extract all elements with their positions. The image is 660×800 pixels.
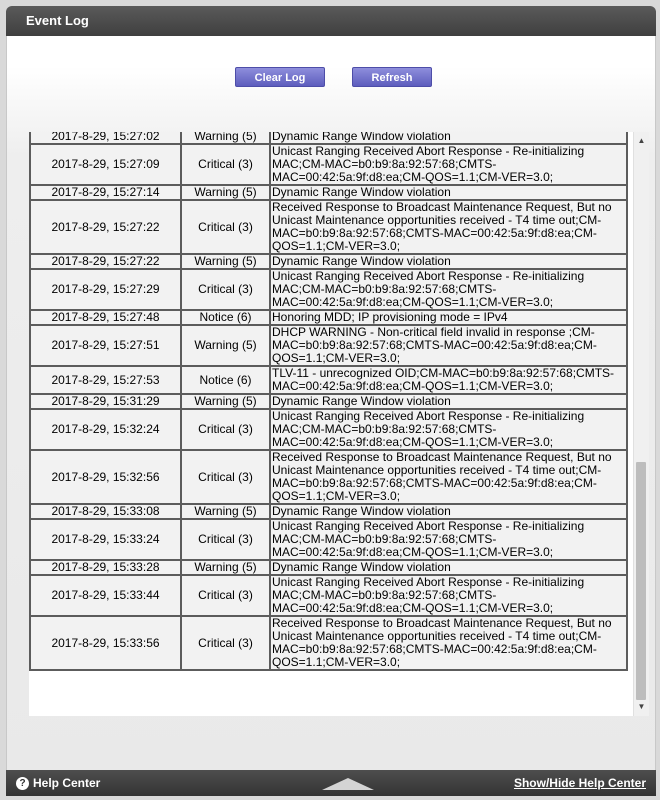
log-priority-cell: Critical (3) — [181, 519, 270, 560]
log-priority-cell: Critical (3) — [181, 409, 270, 450]
log-priority-cell: Warning (5) — [181, 325, 270, 366]
log-priority-cell: Notice (6) — [181, 366, 270, 394]
table-row — [30, 575, 627, 616]
log-time-cell: 2017-8-29, 15:33:28 — [30, 560, 181, 575]
log-priority-cell: Warning (5) — [181, 504, 270, 519]
log-description-cell: Dynamic Range Window violation — [270, 394, 627, 409]
log-description-cell: TLV-11 - unrecognized OID;CM-MAC=b0:b9:8a:92:57:68;CMTS-MAC=00:42:5a:9f:d8:ea;CM-QOS=1.1;CM-VER=3.0; — [270, 366, 627, 394]
log-time-cell: 2017-8-29, 15:33:08 — [30, 504, 181, 519]
log-description-cell: Unicast Ranging Received Abort Response - Re-initializing MAC;CM-MAC=b0:b9:8a:92:57:68;CMTS-MAC=00:42:5a:9f:d8:ea;CM-QOS=1.1;CM-VER=3.0; — [270, 519, 627, 560]
log-time-cell: 2017-8-29, 15:27:09 — [30, 144, 181, 185]
log-priority-cell: Notice (6) — [181, 310, 270, 325]
log-description-cell: Received Response to Broadcast Maintenance Request, But no Unicast Maintenance opportunities received - T4 time out;CM-MAC=b0:b9:8a:92:57:68;CMTS-MAC=00:42:5a:9f:d8:ea;CM-QOS=1.1;CM-VER=3.0; — [270, 200, 627, 254]
clear-log-button[interactable]: Clear Log — [235, 67, 325, 87]
log-description-cell: DHCP WARNING - Non-critical field invalid in response ;CM-MAC=b0:b9:8a:92:57:68;CMTS-MAC=00:42:5a:9f:d8:ea;CM-QOS=1.1;CM-VER=3.0; — [270, 325, 627, 366]
table-row — [30, 560, 627, 575]
help-center-link[interactable] — [16, 770, 100, 796]
log-priority-cell: Warning (5) — [181, 185, 270, 200]
table-row — [30, 185, 627, 200]
content-panel — [6, 36, 656, 770]
arrow-down-icon[interactable]: ▼ — [637, 702, 646, 711]
log-time-cell: 2017-8-29, 15:27:02 — [30, 132, 181, 144]
log-priority-cell: Critical (3) — [181, 144, 270, 185]
log-description-cell: Received Response to Broadcast Maintenance Request, But no Unicast Maintenance opportunities received - T4 time out;CM-MAC=b0:b9:8a:92:57:68;CMTS-MAC=00:42:5a:9f:d8:ea;CM-QOS=1.1;CM-VER=3.0; — [270, 450, 627, 504]
log-table — [29, 132, 628, 671]
log-description-cell: Dynamic Range Window violation — [270, 504, 627, 519]
log-description-cell: Honoring MDD; IP provisioning mode = IPv4 — [270, 310, 627, 325]
log-description-cell: Dynamic Range Window violation — [270, 560, 627, 575]
log-time-cell: 2017-8-29, 15:33:56 — [30, 616, 181, 670]
log-priority-cell: Warning (5) — [181, 254, 270, 269]
log-time-cell: 2017-8-29, 15:33:24 — [30, 519, 181, 560]
table-row — [30, 394, 627, 409]
triangle-up-icon[interactable] — [322, 778, 374, 790]
scrollbar-thumb[interactable] — [636, 462, 646, 700]
refresh-button[interactable]: Refresh — [352, 67, 432, 87]
log-priority-cell: Warning (5) — [181, 394, 270, 409]
log-priority-cell: Warning (5) — [181, 560, 270, 575]
log-time-cell: 2017-8-29, 15:27:53 — [30, 366, 181, 394]
table-row — [30, 325, 627, 366]
table-row — [30, 366, 627, 394]
log-description-cell: Dynamic Range Window violation — [270, 185, 627, 200]
log-time-cell: 2017-8-29, 15:32:24 — [30, 409, 181, 450]
table-row — [30, 269, 627, 310]
log-priority-cell: Critical (3) — [181, 616, 270, 670]
log-priority-cell: Critical (3) — [181, 450, 270, 504]
show-hide-help-link[interactable]: Show/Hide Help Center — [513, 776, 646, 790]
log-time-cell: 2017-8-29, 15:27:51 — [30, 325, 181, 366]
log-table-body — [30, 132, 627, 670]
log-priority-cell: Warning (5) — [181, 132, 270, 144]
log-priority-cell: Critical (3) — [181, 269, 270, 310]
help-icon[interactable]: ? — [16, 777, 29, 790]
log-time-cell: 2017-8-29, 15:27:14 — [30, 185, 181, 200]
log-description-cell: Unicast Ranging Received Abort Response - Re-initializing MAC;CM-MAC=b0:b9:8a:92:57:68;CMTS-MAC=00:42:5a:9f:d8:ea;CM-QOS=1.1;CM-VER=3.0; — [270, 409, 627, 450]
table-row — [30, 504, 627, 519]
log-priority-cell: Critical (3) — [181, 575, 270, 616]
table-row — [30, 616, 627, 670]
table-row — [30, 310, 627, 325]
arrow-up-icon[interactable]: ▲ — [637, 136, 646, 145]
table-row — [30, 200, 627, 254]
event-log-list[interactable] — [29, 132, 649, 716]
log-time-cell: 2017-8-29, 15:32:56 — [30, 450, 181, 504]
log-description-cell: Unicast Ranging Received Abort Response - Re-initializing MAC;CM-MAC=b0:b9:8a:92:57:68;CMTS-MAC=00:42:5a:9f:d8:ea;CM-QOS=1.1;CM-VER=3.0; — [270, 575, 627, 616]
scrollbar[interactable] — [633, 132, 649, 716]
footer-bar — [6, 770, 656, 796]
log-time-cell: 2017-8-29, 15:27:48 — [30, 310, 181, 325]
log-description-cell: Unicast Ranging Received Abort Response - Re-initializing MAC;CM-MAC=b0:b9:8a:92:57:68;CMTS-MAC=00:42:5a:9f:d8:ea;CM-QOS=1.1;CM-VER=3.0; — [270, 144, 627, 185]
log-time-cell: 2017-8-29, 15:33:44 — [30, 575, 181, 616]
log-time-cell: 2017-8-29, 15:27:29 — [30, 269, 181, 310]
page-title: Event Log — [6, 6, 656, 36]
table-row — [30, 519, 627, 560]
log-description-cell: Dynamic Range Window violation — [270, 254, 627, 269]
log-description-cell: Unicast Ranging Received Abort Response - Re-initializing MAC;CM-MAC=b0:b9:8a:92:57:68;CMTS-MAC=00:42:5a:9f:d8:ea;CM-QOS=1.1;CM-VER=3.0; — [270, 269, 627, 310]
log-time-cell: 2017-8-29, 15:27:22 — [30, 254, 181, 269]
log-description-cell: Received Response to Broadcast Maintenance Request, But no Unicast Maintenance opportunities received - T4 time out;CM-MAC=b0:b9:8a:92:57:68;CMTS-MAC=00:42:5a:9f:d8:ea;CM-QOS=1.1;CM-VER=3.0; — [270, 616, 627, 670]
help-center-label[interactable]: Help Center — [33, 776, 101, 790]
table-row — [30, 450, 627, 504]
table-row — [30, 254, 627, 269]
log-time-cell: 2017-8-29, 15:27:22 — [30, 200, 181, 254]
log-description-cell: Dynamic Range Window violation — [270, 132, 627, 144]
table-row — [30, 409, 627, 450]
log-priority-cell: Critical (3) — [181, 200, 270, 254]
log-table-container — [29, 132, 629, 716]
table-row — [30, 144, 627, 185]
log-time-cell: 2017-8-29, 15:31:29 — [30, 394, 181, 409]
table-row — [30, 132, 627, 144]
